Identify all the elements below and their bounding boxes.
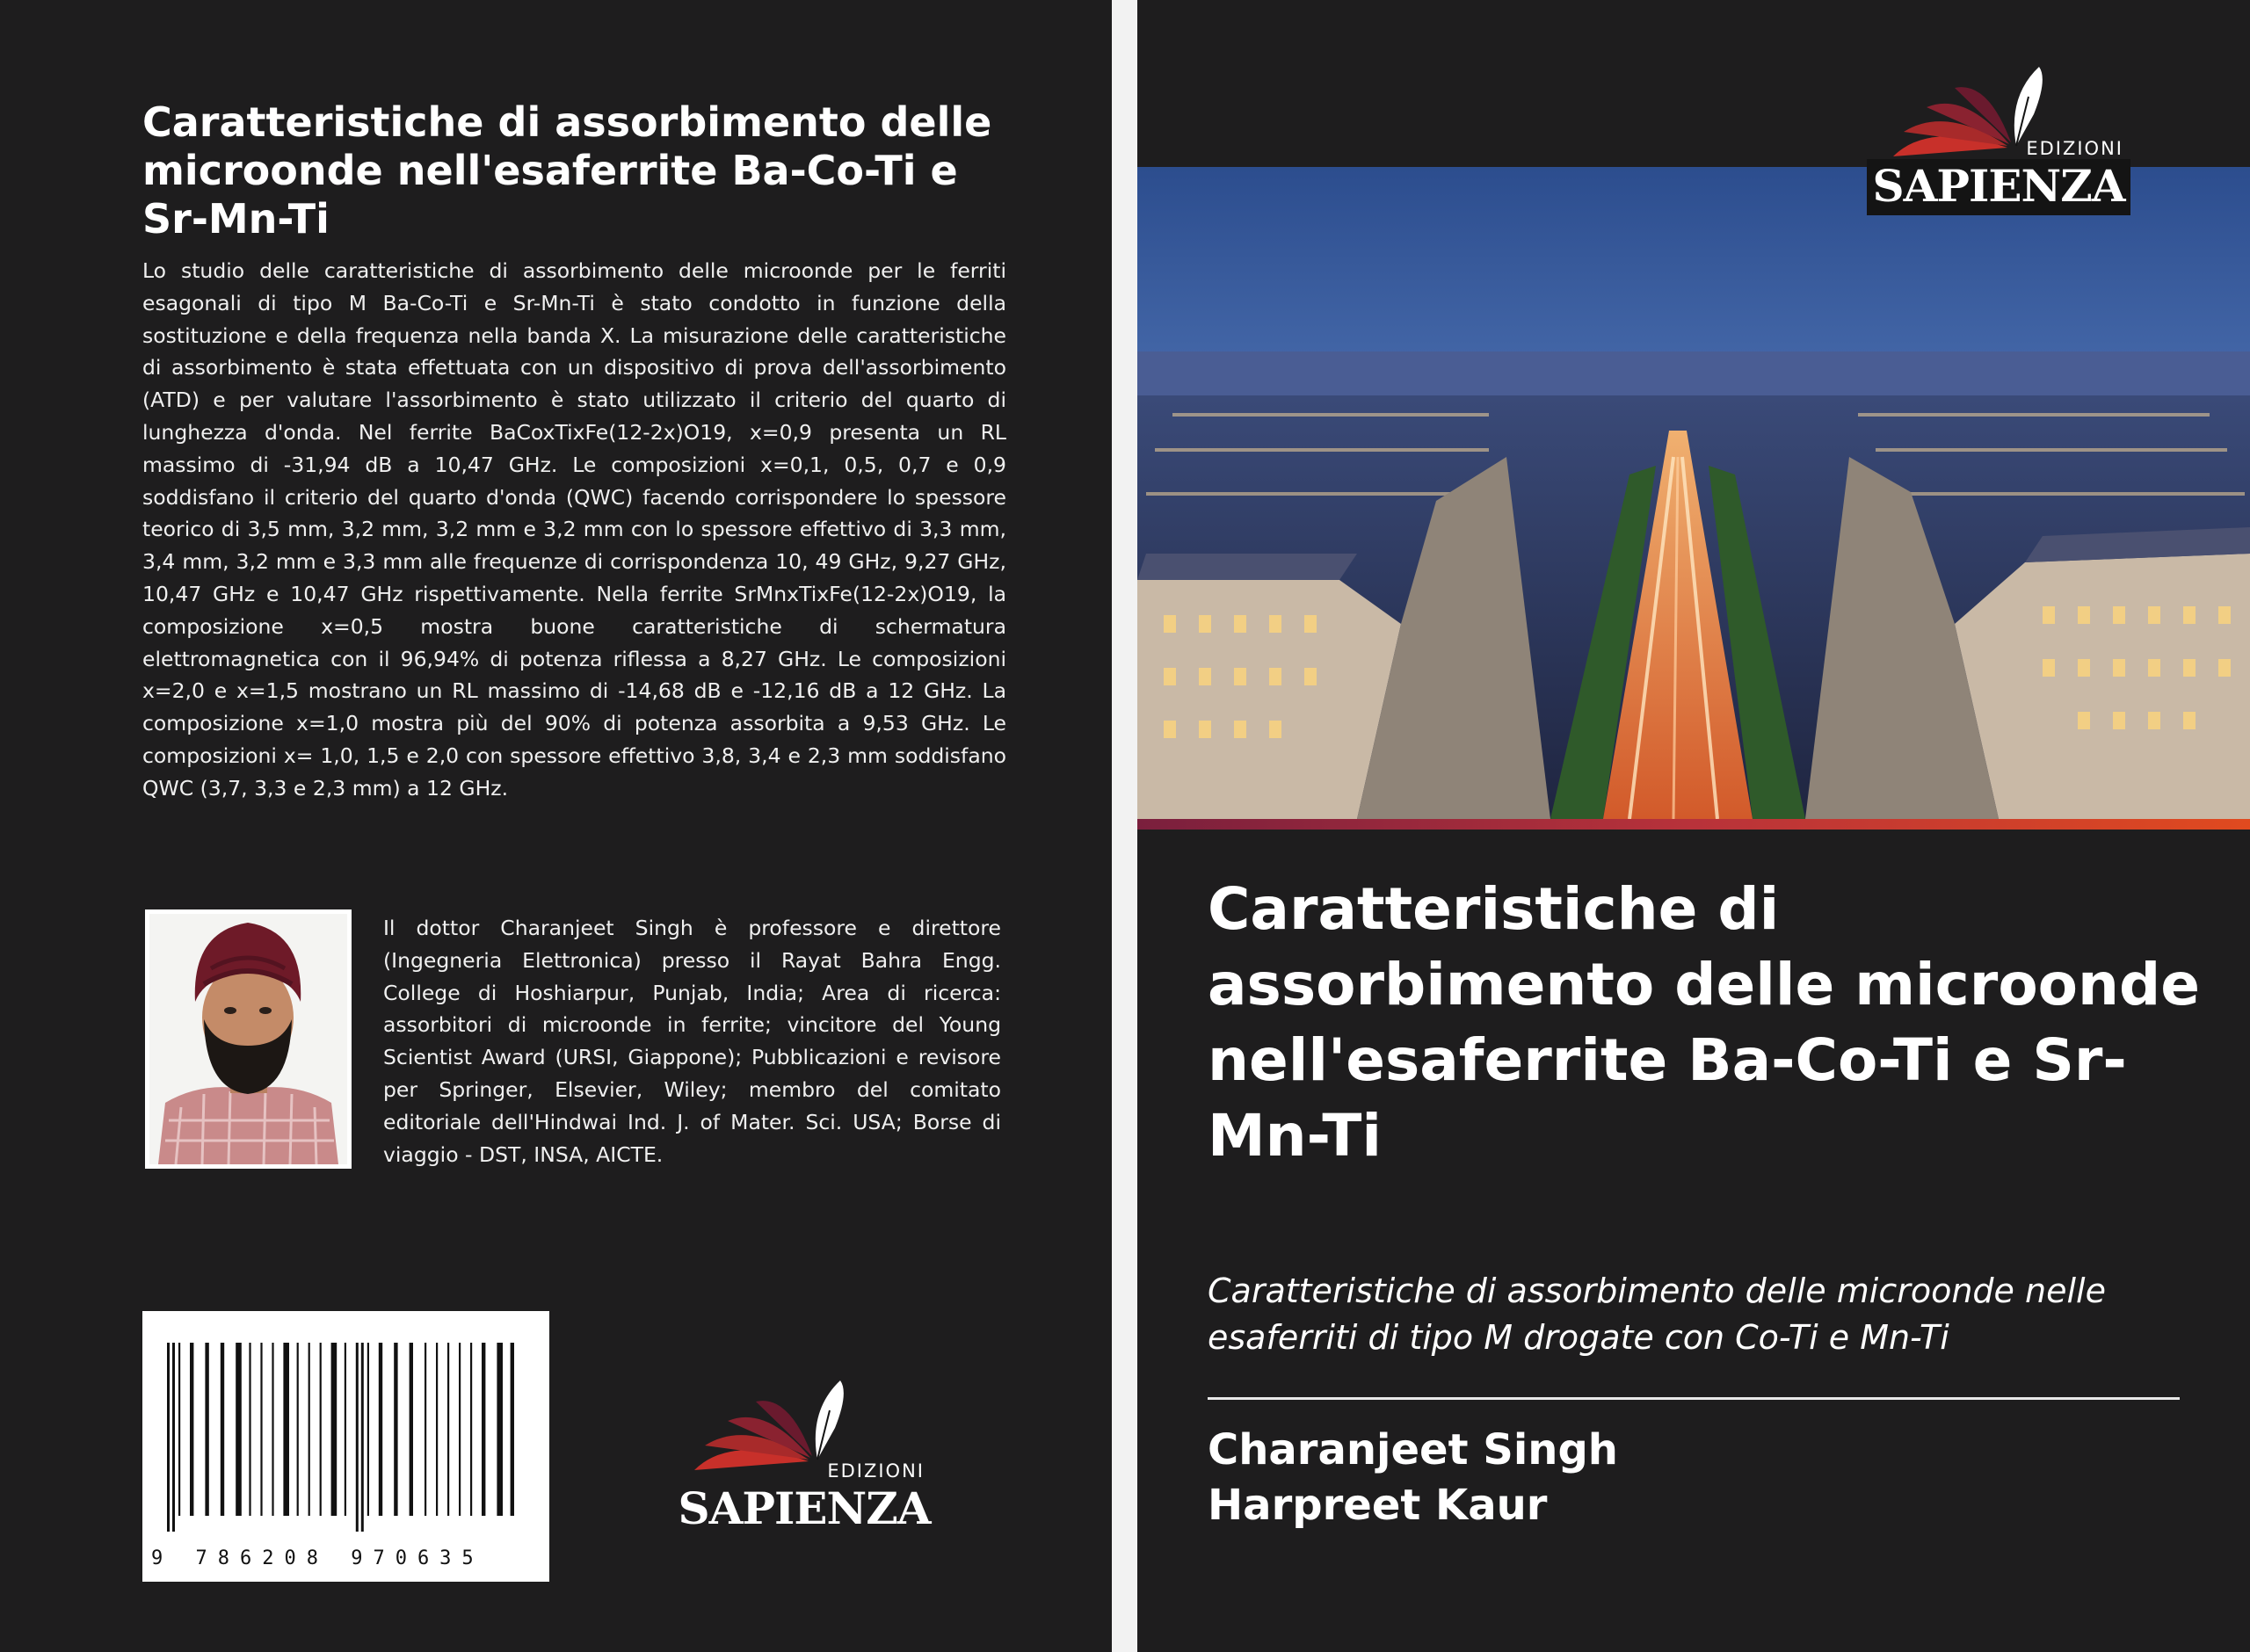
publisher-logo-back xyxy=(677,1375,932,1538)
isbn-number: 9 786208 970635 xyxy=(151,1547,484,1569)
accent-strip xyxy=(1137,819,2250,830)
barcode-bar xyxy=(511,1343,514,1516)
author-photo xyxy=(145,909,352,1169)
barcode-bar xyxy=(331,1343,338,1516)
barcode-bar xyxy=(283,1343,289,1516)
barcode-bars xyxy=(167,1343,523,1532)
barcode-bar xyxy=(394,1343,397,1516)
barcode-bar xyxy=(361,1343,364,1532)
author-portrait-image xyxy=(149,914,347,1164)
barcode-bar xyxy=(356,1343,359,1532)
barcode-bar xyxy=(297,1343,299,1516)
barcode-bar xyxy=(205,1343,208,1516)
front-cover-subtitle: Caratteristiche di assorbimento delle microonde nelle esaferriti di tipo M drogate con Co-Ti e Mn-Ti xyxy=(1208,1272,2106,1357)
back-cover-title: Caratteristiche di assorbimento delle microonde nell'esaferrite Ba-Co-Ti e Sr-Mn-Ti xyxy=(142,98,992,243)
barcode-bar xyxy=(470,1343,472,1516)
author-name-2: Harpreet Kaur xyxy=(1208,1481,1548,1530)
barcode-bar xyxy=(308,1343,310,1516)
barcode-bar xyxy=(172,1343,175,1532)
logo-sapienza-text: SAPIENZA xyxy=(678,1482,931,1534)
author-name-1: Charanjeet Singh xyxy=(1208,1425,1618,1474)
barcode-bar xyxy=(425,1343,426,1516)
isbn-barcode xyxy=(142,1311,549,1582)
barcode-bar xyxy=(379,1343,382,1516)
front-cover xyxy=(1137,0,2250,1652)
author-bio: Il dottor Charanjeet Singh è professore e direttore (Ingegneria Elettronica) presso il Rayat Bahra Engg. College di Hoshiarpur, Punjab, India; Area di ricerca: assorbitori di microonde in ferrite; vincitore del Young Scientist Award (URSI, Giappone); Pubblicazioni e revisore per Springer, Elsevier, Wiley; membro del comitato editoriale dell'Hindwai Ind. J. of Mater. Sci. USA; Borse di viaggio - DST, INSA, AICTE. xyxy=(383,916,1001,1167)
barcode-bar xyxy=(221,1343,224,1516)
back-cover xyxy=(0,0,1112,1652)
logo-sapienza-text: SAPIENZA xyxy=(1872,160,2125,212)
barcode-bar xyxy=(260,1343,262,1516)
barcode-bar xyxy=(167,1343,170,1532)
cover-photo-paris-avenue xyxy=(1137,167,2250,817)
barcode-bar xyxy=(459,1343,461,1516)
barcode-bar xyxy=(436,1343,438,1516)
front-cover-title: Caratteristiche di assorbimento delle microonde nell'esaferrite Ba-Co-Ti e Sr-Mn-Ti xyxy=(1208,875,2200,1170)
title-divider xyxy=(1208,1397,2180,1400)
abstract-text: Lo studio delle caratteristiche di assorbimento delle microonde per le ferriti esagonali di tipo M Ba-Co-Ti e Sr-Mn-Ti è stato condotto in funzione della sostituzione e della frequenza nella banda X. La misurazione delle caratteristiche di assorbimento è stata effettuata con un dispositivo di prova dell'assorbimento (ATD) e per valutare l'assorbimento è stato utilizzato il criterio del quarto di lunghezza d'onda. Nel ferrite BaCoxTixFe(12-2x)O19, x=0,9 presenta un RL massimo di -31,94 dB a 10,47 GHz. Le composizioni x=0,1, 0,5, 0,7 e 0,9 soddisfano il criterio del quarto d'onda (QWC) facendo corrispondere lo spessore teorico di 3,5 mm, 3,2 mm, 3,2 mm e 3,2 mm con lo spessore effettivo di 3,3 mm, 3,4 mm, 3,2 mm e 3,3 mm alle frequenze di corrispondenza 10, 49 GHz, 9,27 GHz, 10,47 GHz e 10,47 GHz rispettivamente. Nella ferrite SrMnxTixFe(12-2x)O19, la composizione x=0,5 mostra buone caratteristiche di schermatura elettromagnetica con il 96,94% di potenza riflessa a 8,27 GHz. Le composizioni x=2,0 e x=1,5 mostrano un RL massimo di -14,68 dB e -12,16 dB a 12 GHz. La composizione x=1,0 mostra più del 90% di potenza assorbita a 9,53 GHz. Le composizioni x= 1,0, 1,5 e 2,0 con spessore effettivo 3,8, 3,4 e 2,3 mm soddisfano QWC (3,7, 3,3 e 2,3 mm) a 12 GHz. xyxy=(142,258,1006,801)
barcode-bar xyxy=(367,1343,369,1516)
barcode-bar xyxy=(410,1343,413,1516)
barcode-bar xyxy=(236,1343,242,1516)
logo-edizioni-text: EDIZIONI xyxy=(827,1460,925,1482)
publisher-logo-front xyxy=(1867,62,2130,215)
city-night-image xyxy=(1137,167,2250,819)
barcode-bar xyxy=(178,1343,180,1516)
logo-edizioni-text: EDIZIONI xyxy=(2026,138,2123,159)
barcode-bar xyxy=(345,1343,346,1516)
barcode-bar xyxy=(447,1343,449,1516)
barcode-bar xyxy=(190,1343,193,1516)
barcode-bar xyxy=(482,1343,485,1516)
barcode-bar xyxy=(272,1343,273,1516)
barcode-bar xyxy=(497,1343,503,1516)
barcode-bar xyxy=(249,1343,250,1516)
barcode-bar xyxy=(320,1343,322,1516)
